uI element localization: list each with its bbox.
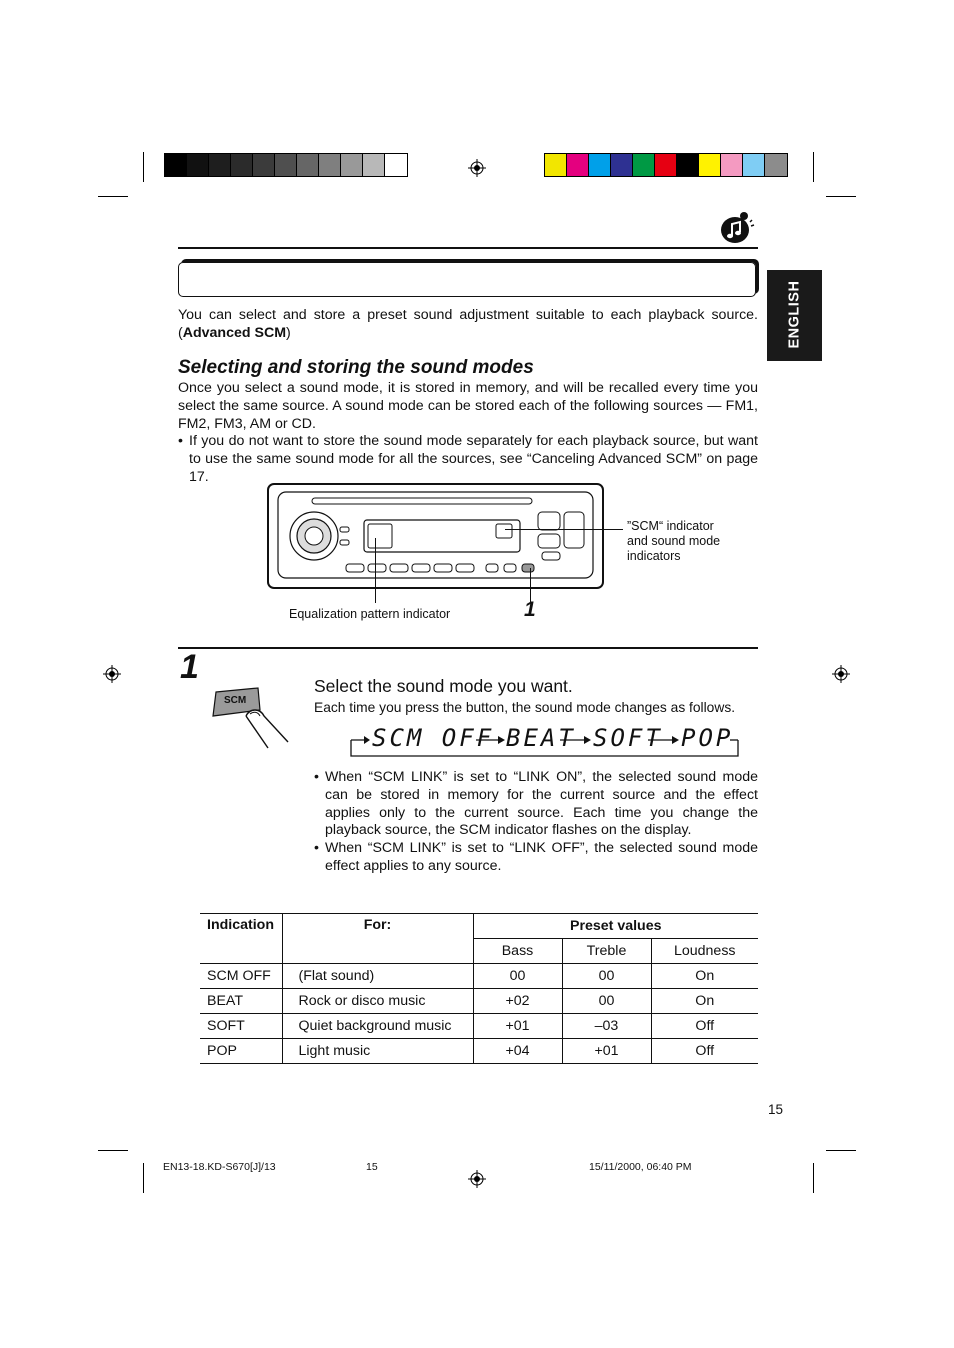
step-description: Each time you press the button, the sound mode changes as follows. xyxy=(314,700,736,715)
header-rule xyxy=(178,247,758,249)
callout-line xyxy=(530,568,531,602)
color-swatch xyxy=(319,154,341,176)
cell-for: (Flat sound) xyxy=(282,964,473,989)
table-row xyxy=(200,989,758,1014)
color-swatch xyxy=(765,154,787,176)
step-title: Select the sound mode you want. xyxy=(314,676,573,696)
cell-treble: –03 xyxy=(562,1014,651,1039)
color-swatch xyxy=(721,154,743,176)
mode-beat: BEAT xyxy=(506,724,576,752)
bullet-dot: • xyxy=(314,840,319,856)
page-number: 15 xyxy=(768,1102,784,1117)
title-box xyxy=(178,262,756,297)
section-paragraph: Once you select a sound mode, it is stored in memory, and will be recalled every time you select the same source. A sound mode can be stored each of the following sources — FM1, FM2, FM3, AM or CD. xyxy=(178,380,758,432)
scm-button-label: SCM xyxy=(224,695,247,706)
color-swatch xyxy=(209,154,231,176)
registration-mark-icon xyxy=(832,665,850,683)
header-bass: Bass xyxy=(473,939,562,964)
cell-bass: 00 xyxy=(473,964,562,989)
crop-mark xyxy=(143,1163,144,1193)
registration-mark-icon xyxy=(468,159,486,177)
color-swatch xyxy=(341,154,363,176)
header-for: For: xyxy=(282,914,473,964)
step-reference-number: 1 xyxy=(524,598,536,621)
section-heading: Selecting and storing the sound modes xyxy=(178,357,534,378)
mode-soft: SOFT xyxy=(593,724,663,752)
section-bullet: If you do not want to store the sound mode separately for each playback source, but want to use the same sound mode for all the sources, see “Canceling Advanced SCM” on page 17. xyxy=(189,433,758,485)
cell-for: Quiet background music xyxy=(282,1014,473,1039)
intro-paragraph xyxy=(178,307,758,343)
cell-for: Light music xyxy=(282,1039,473,1064)
crop-mark xyxy=(98,1150,128,1151)
intro-text: You can select and store a preset sound adjustment suitable to each playback source. ( xyxy=(178,307,758,341)
color-swatch xyxy=(743,154,765,176)
header-preset-values: Preset values xyxy=(473,914,758,939)
scm-indicator-callout: ”SCM“ indicator and sound mode indicators xyxy=(627,519,721,563)
cell-for: Rock or disco music xyxy=(282,989,473,1014)
color-swatch xyxy=(253,154,275,176)
callout-line xyxy=(505,529,623,530)
callout-line xyxy=(375,538,376,603)
crop-mark xyxy=(813,152,814,182)
grayscale-color-bar xyxy=(164,153,408,177)
language-tab xyxy=(767,270,822,361)
color-swatch xyxy=(567,154,589,176)
crop-mark xyxy=(826,196,856,197)
color-swatch xyxy=(655,154,677,176)
equalization-callout: Equalization pattern indicator xyxy=(289,607,451,621)
cell-indication: BEAT xyxy=(207,993,244,1009)
music-note-icon xyxy=(718,210,756,244)
mode-sequence xyxy=(348,726,742,760)
color-swatch xyxy=(187,154,209,176)
color-swatch xyxy=(633,154,655,176)
step-bullet-1: When “SCM LINK” is set to “LINK ON”, the selected sound mode can be stored in memory for the current source and the effect applies only to the current source. Each time you change the playback source, the SCM indicator flashes on the display. xyxy=(325,769,758,839)
preset-values-table xyxy=(200,913,758,1064)
table-row xyxy=(200,1014,758,1039)
crop-mark xyxy=(143,152,144,182)
color-swatch xyxy=(275,154,297,176)
color-swatch xyxy=(385,154,407,176)
finger-press-icon xyxy=(210,686,290,750)
process-color-bar xyxy=(544,153,788,177)
cell-loudness: On xyxy=(651,964,758,989)
table-row xyxy=(200,1039,758,1064)
crop-mark xyxy=(826,1150,856,1151)
cell-indication: SOFT xyxy=(207,1018,245,1034)
cell-bass: +02 xyxy=(473,989,562,1014)
color-swatch xyxy=(611,154,633,176)
footer-page: 15 xyxy=(366,1161,378,1173)
color-swatch xyxy=(165,154,187,176)
language-tab-label: ENGLISH xyxy=(786,280,803,349)
intro-close: ) xyxy=(286,324,291,341)
intro-bold: Advanced SCM xyxy=(182,324,287,341)
cell-indication: POP xyxy=(207,1043,237,1059)
cell-treble: 00 xyxy=(562,964,651,989)
crop-mark xyxy=(98,196,128,197)
step-rule xyxy=(178,647,758,649)
color-swatch xyxy=(699,154,721,176)
bullet-dot: • xyxy=(178,433,183,449)
registration-mark-icon xyxy=(468,1170,486,1188)
cell-loudness: Off xyxy=(651,1039,758,1064)
color-swatch xyxy=(545,154,567,176)
color-swatch xyxy=(231,154,253,176)
footer-date: 15/11/2000, 06:40 PM xyxy=(589,1161,692,1173)
cell-treble: 00 xyxy=(562,989,651,1014)
header-indication: Indication xyxy=(207,917,274,933)
scm-button-illustration xyxy=(210,686,290,750)
color-swatch xyxy=(589,154,611,176)
step-number: 1 xyxy=(180,648,199,686)
bullet-dot: • xyxy=(314,769,319,785)
header-treble: Treble xyxy=(562,939,651,964)
registration-mark-icon xyxy=(103,665,121,683)
cell-treble: +01 xyxy=(562,1039,651,1064)
cell-bass: +01 xyxy=(473,1014,562,1039)
cell-loudness: On xyxy=(651,989,758,1014)
car-stereo-illustration xyxy=(266,482,611,592)
mode-scm-off: SCM OFF xyxy=(372,724,495,752)
crop-mark xyxy=(813,1163,814,1193)
table-row xyxy=(200,964,758,989)
color-swatch xyxy=(677,154,699,176)
cell-loudness: Off xyxy=(651,1014,758,1039)
header-loudness: Loudness xyxy=(651,939,758,964)
footer-file: EN13-18.KD-S670[J]/13 xyxy=(163,1161,276,1173)
cell-bass: +04 xyxy=(473,1039,562,1064)
mode-pop: POP xyxy=(681,724,734,752)
color-swatch xyxy=(363,154,385,176)
step-bullet-2: When “SCM LINK” is set to “LINK OFF”, the selected sound mode effect applies to any source. xyxy=(325,840,758,874)
cell-indication: SCM OFF xyxy=(207,968,271,984)
color-swatch xyxy=(297,154,319,176)
